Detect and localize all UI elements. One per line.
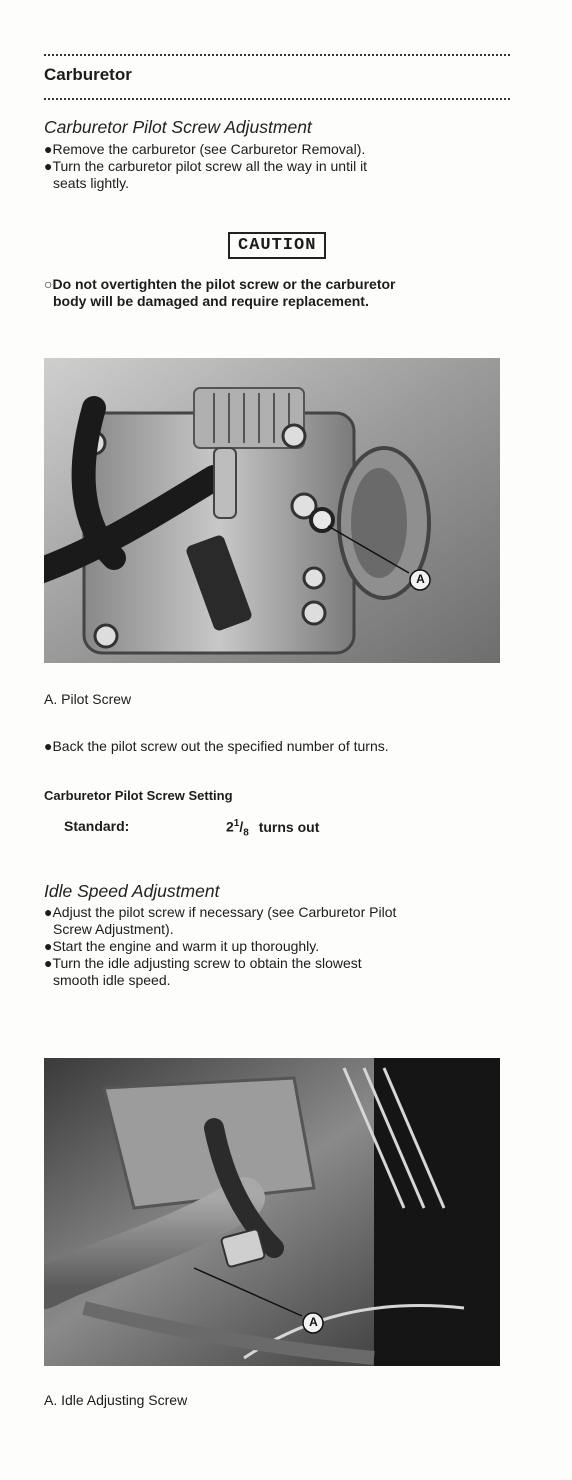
step-back-out-pilot-screw: ●Back the pilot screw out the specified number of turns. [44, 738, 389, 754]
spec-value-whole: 2 [226, 818, 234, 835]
caution-badge: CAUTION [228, 232, 326, 259]
spec-value: $2^1/_8$ turns out [226, 818, 320, 839]
pilot-screw-steps [44, 141, 514, 192]
step-adjust-pilot-screw: ●Adjust the pilot screw if necessary (see Carburetor Pilot [44, 904, 397, 920]
idle-screw-caption: A. Idle Adjusting Screw [44, 1392, 188, 1408]
step-turn-idle-screw: ●Turn the idle adjusting screw to obtain the slowest [44, 955, 362, 971]
pilot-screw-caption: A. Pilot Screw [44, 691, 132, 707]
step-start-engine: ●Start the engine and warm it up thoroughly. [44, 938, 320, 954]
section-title: Carburetor [44, 65, 132, 84]
caution-text [44, 276, 514, 310]
pilot-screw-heading: Carburetor Pilot Screw Adjustment [44, 117, 312, 137]
pilot-screw-photo [44, 358, 500, 663]
top-dotted-rule [44, 54, 510, 56]
idle-screw-photo [44, 1058, 500, 1366]
spec-value-denominator: 8 [243, 827, 249, 839]
caution-line-2: body will be damaged and require replacement. [53, 293, 369, 309]
spec-value-unit: turns out [258, 818, 320, 835]
carburetor-illustration [44, 358, 500, 663]
step-turn-idle-screw-cont: smooth idle speed. [53, 972, 171, 988]
pilot-screw-callout-label: A [416, 572, 425, 586]
bottom-dotted-rule [44, 98, 510, 100]
idle-speed-steps [44, 904, 514, 989]
spec-label: Standard: [64, 818, 130, 834]
idle-speed-heading: Idle Speed Adjustment [44, 881, 220, 901]
step-turn-pilot-screw-cont: seats lightly. [53, 175, 129, 191]
step-adjust-pilot-screw-cont: Screw Adjustment). [53, 921, 174, 937]
caution-line-1: ○Do not overtighten the pilot screw or the carburetor [44, 276, 396, 292]
step-remove-carburetor: ●Remove the carburetor (see Carburetor Removal). [44, 141, 366, 157]
spec-value-numerator: 1 [233, 818, 240, 829]
idle-screw-callout-label: A [309, 1315, 318, 1329]
spec-heading: Carburetor Pilot Screw Setting [44, 788, 233, 803]
step-turn-pilot-screw: ●Turn the carburetor pilot screw all the way in until it [44, 158, 368, 174]
engine-bay-illustration [44, 1058, 500, 1366]
